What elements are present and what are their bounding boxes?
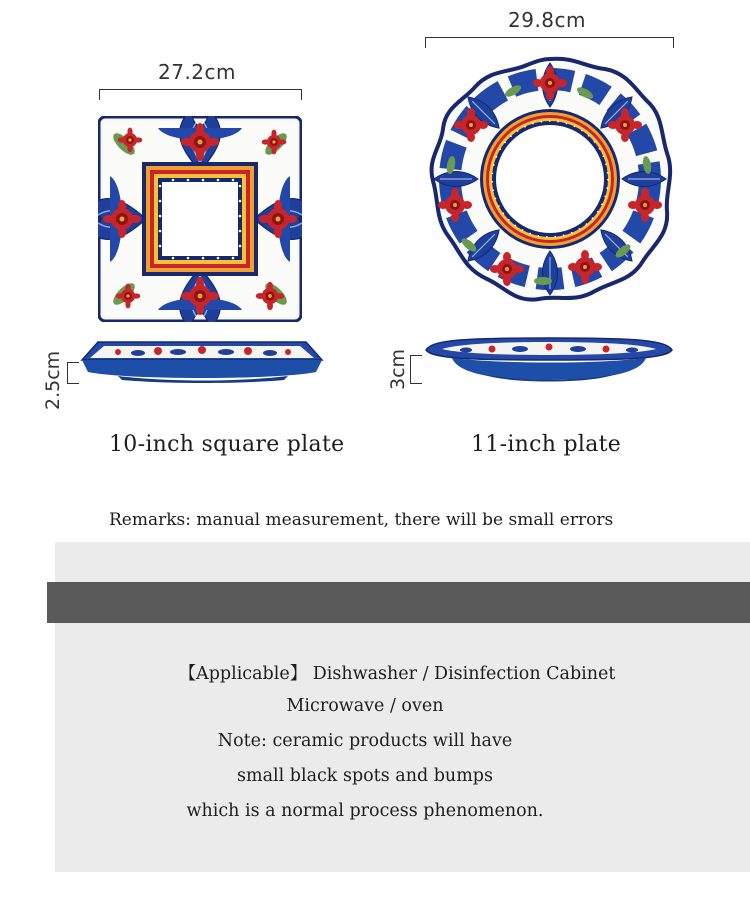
info-note-line: Note: ceramic products will have (217, 731, 513, 751)
square-plate-height-label: 2.5cm (42, 350, 64, 410)
round-plate-name: 11-inch plate (471, 432, 622, 457)
info-microwave-line: Microwave / oven (286, 696, 444, 716)
remarks-text: Remarks: manual measurement, there will be small errors (109, 510, 614, 530)
round-plate-side-view (422, 334, 676, 386)
square-plate-width-line (99, 89, 302, 90)
square-plate-top-view (98, 116, 302, 322)
round-plate-width-label: 29.8cm (508, 8, 587, 32)
square-plate-side-view (78, 338, 326, 384)
square-plate-width-label: 27.2cm (158, 60, 237, 84)
info-spots-line: small black spots and bumps (237, 766, 493, 786)
round-plate-height-label: 3cm (387, 348, 409, 390)
info-phenomenon-line: which is a normal process phenomenon. (186, 801, 544, 821)
square-plate-name: 10-inch square plate (109, 432, 345, 457)
square-plate-height-bracket (67, 362, 79, 384)
round-plate-width-line (425, 37, 674, 38)
round-plate-top-view (425, 55, 675, 305)
divider-bar (47, 582, 750, 623)
round-plate-height-bracket (410, 355, 422, 384)
info-applicable-line: 【Applicable】 Dishwasher / Disinfection Cabinet (178, 664, 616, 684)
